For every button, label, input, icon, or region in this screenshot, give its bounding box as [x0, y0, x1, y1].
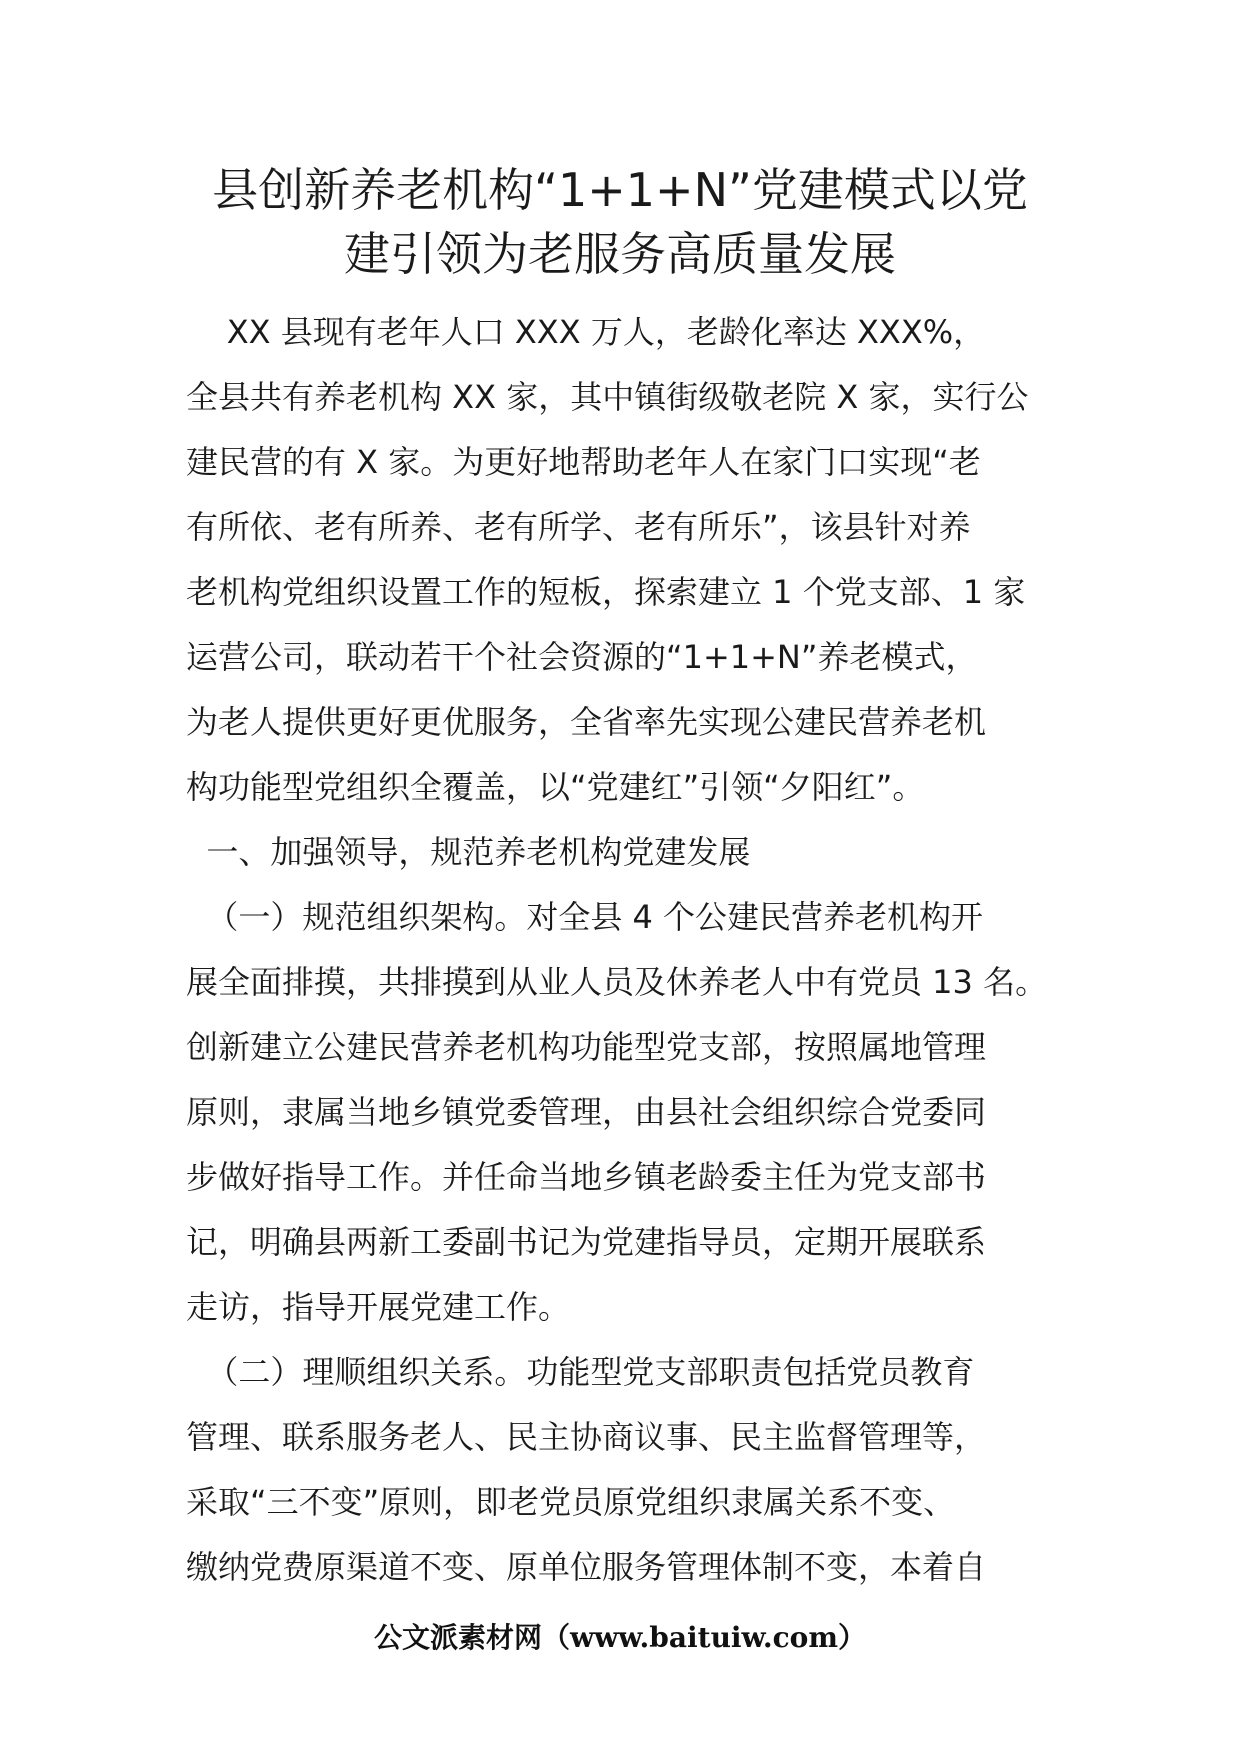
- text-line: 走访，指导开展党建工作。: [186, 1288, 571, 1326]
- text-line: 缴纳党费原渠道不变、原单位服务管理体制不变，本着自: [186, 1548, 987, 1586]
- text-line: （一）规范组织架构。对全县 4 个公建民营养老机构开: [186, 898, 984, 936]
- text-line: 为老人提供更好更优服务，全省率先实现公建民营养老机: [186, 703, 987, 741]
- text-line: XX 县现有老年人口 XXX 万人，老龄化率达 XXX%，: [186, 313, 986, 351]
- text-line: 记，明确县两新工委副书记为党建指导员，定期开展联系: [186, 1223, 987, 1261]
- text-line: 原则，隶属当地乡镇党委管理，由县社会组织综合党委同: [186, 1093, 987, 1131]
- text-line: 有所依、老有所养、老有所学、老有所乐”，该县针对养: [186, 508, 971, 546]
- text-line: 老机构党组织设置工作的短板，探索建立 1 个党支部、1 家: [186, 573, 1026, 611]
- document-title: [150, 158, 1090, 286]
- text-line: 展全面排摸，共排摸到从业人员及休养老人中有党员 13 名。: [186, 963, 1048, 1001]
- text-line: 采取“三不变”原则，即老党员原党组织隶属关系不变、: [186, 1483, 956, 1521]
- title-line-2: 建引领为老服务高质量发展: [344, 227, 896, 281]
- title-line-1: 县创新养老机构“1+1+N”党建模式以党: [212, 163, 1028, 217]
- text-line: 建民营的有 X 家。为更好地帮助老年人在家门口实现“老: [186, 443, 981, 481]
- text-line: 步做好指导工作。并任命当地乡镇老龄委主任为党支部书: [186, 1158, 987, 1196]
- section-heading: 一、加强领导，规范养老机构党建发展: [186, 833, 751, 871]
- footer-source: 公文派素材网（www.baituiw.com）: [374, 1621, 866, 1654]
- document-body: [186, 300, 1066, 1600]
- text-line: 全县共有养老机构 XX 家，其中镇街级敬老院 X 家，实行公: [186, 378, 1029, 416]
- text-line: （二）理顺组织关系。功能型党支部职责包括党员教育: [186, 1353, 975, 1391]
- text-line: 创新建立公建民营养老机构功能型党支部，按照属地管理: [186, 1028, 987, 1066]
- text-line: 构功能型党组织全覆盖，以“党建红”引领“夕阳红”。: [186, 768, 925, 806]
- text-line: 管理、联系服务老人、民主协商议事、民主监督管理等，: [186, 1418, 987, 1456]
- text-line: 运营公司，联动若干个社会资源的“1+1+N”养老模式，: [186, 638, 978, 676]
